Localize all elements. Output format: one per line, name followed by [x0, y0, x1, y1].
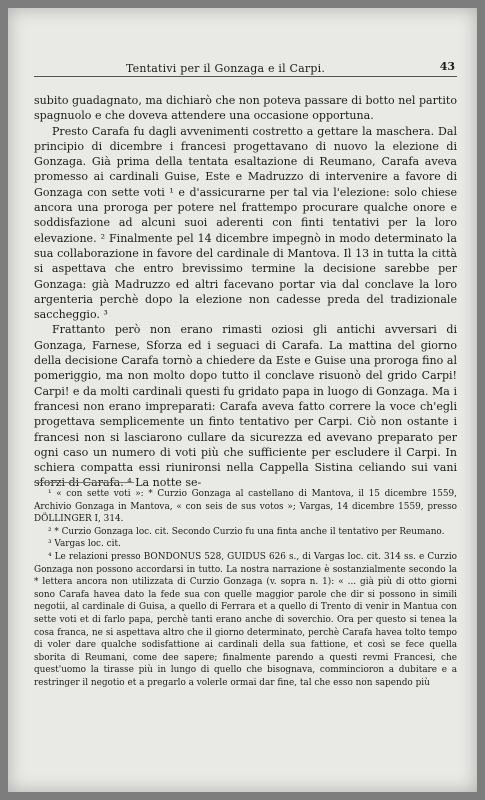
main-text — [34, 93, 457, 491]
paragraph: Presto Carafa fu dagli avvenimenti costretto a gettare la maschera. Dal principio di dicembre i francesi progettavano di nuovo la elezione di Gonzaga. Già prima della tentata esaltazione di Reumano, Carafa aveva promesso ai cardinali Guise, Este e Madruzzo di intervenire a favore di Gonzaga con sette voti ¹ e d'assicurarne per tal via l'elezione: solo chiese ancora una proroga per potere nel frattempo procurare qualche onore e soddisfazione ad alcuni suoi aderenti con finti tentativi per la loro elevazione. ² Finalmente pel 14 dicembre impegnò in modo determinato la sua collaborazione in favore del cardinale di Mantova. Il 13 in tutta la città si aspettava che entro brevissimo termine la decisione sarebbe per Gonzaga: già Madruzzo ed altri facevano portar via dal conclave la loro argenteria perchè dopo la elezione non cadesse preda del tradizionale saccheggio. ³ — [34, 124, 457, 322]
page-header — [34, 56, 457, 77]
book-page — [8, 8, 477, 792]
footnote: ³ Vargas loc. cit. — [48, 539, 121, 550]
footnote: ⁴ Le relazioni presso BONDONUS 528, GUIDUS 626 s., di Vargas loc. cit. 314 ss. e Curzio Gonzaga non possono accordarsi in tutto. La nostra narrazione è sostanzialmente secondo la * lettera ancora non utilizzata di Curzio Gonzaga (v. sopra n. 1): « ... già più di otto giorni sono Carafa havea dato la fede sua con quelle maggior parole che dir si possono in simili negotii, al cardinale di Guisa, a quello di Ferrara et a quello di Trento di venir in Mantua con sette voti et di farlo papa, perchè tanti erano anche di soverchio. Ora per questo si tenea la cosa franca, ne si aspettava altro che il giorno determinato, perchè Carafa havea tolto tempo di voler dare qualche sodisfattione ai cardinali della sua fattione, et così se fece quella sborita di Reumani, come dee sapere; finalmente parendo a questi revmi Francesi, che quest'uomo la tirasse più in lungo di quello che bisognava, commincioron a dubitare e a restringer il negotio et a pregarlo a volerle ormai dar fine, tal che esso non sapendo più — [34, 551, 457, 688]
paragraph: subito guadagnato, ma dichiarò che non poteva passare di botto nel partito spagnuolo e che doveva attendere una occasione opportuna. — [34, 94, 457, 123]
footnote: ² * Curzio Gonzaga loc. cit. Secondo Curzio fu una finta anche il tentativo per Reumano. — [48, 526, 445, 537]
paragraph: Frattanto però non erano rimasti oziosi gli antichi avversari di Gonzaga, Farnese, Sforza ed i seguaci di Carafa. La mattina del giorno della decisione Carafa tornò a chiedere da Este e Guise una proroga fino al pomeriggio, ma non molto dopo tutto il conclave risuonò del grido Carpi! Carpi! e da molti cardinali questi fu gridato papa in luogo di Gonzaga. Ma i francesi non erano impreparati: Carafa aveva fatto correre la voce ch'egli progettava semplicemente un finto tentativo per Carpi. Ciò non ostante i francesi non si lasciarono cullare da sicurezza ed avevano preparato per ogni caso un numero di voti più che sufficiente per escludere il Carpi. In schiera compatta essi riunironsi nella Cappella Sistina celiando sui vani sforzi di Carafa. ⁴ La notte se- — [34, 323, 457, 490]
footnote: ¹ « con sette voti »: * Curzio Gonzaga al castellano di Mantova, il 15 dicembre 1559, Archivio Gonzaga in Mantova, « con seis de sus votos »; Vargas, 14 dicembre 1559, presso DÖLLINGER I, 314. — [34, 489, 457, 525]
page-number: 43 — [439, 60, 455, 73]
footnote-divider — [34, 482, 134, 483]
running-title: Tentativi per il Gonzaga e il Carpi. — [126, 62, 326, 75]
footnotes — [34, 488, 457, 690]
